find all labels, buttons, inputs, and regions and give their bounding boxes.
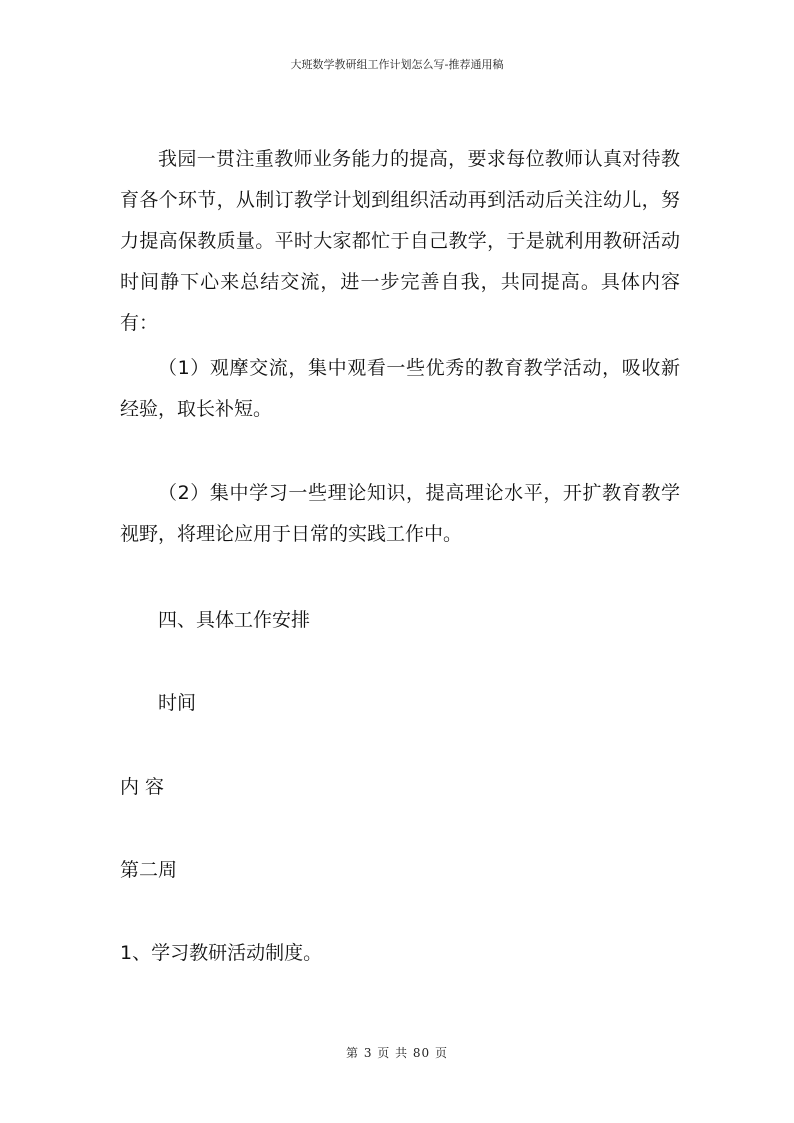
page-header-title: 大班数学教研组工作计划怎么写-推荐通用稿: [290, 58, 504, 71]
body-paragraph-item-2: （2）集中学习一些理论知识，提高理论水平，开扩教育教学视野，将理论应用于日常的实践工作中。: [120, 482, 680, 545]
body-paragraph-intro: 我园一贯注重教师业务能力的提高，要求每位教师认真对待教育各个环节，从制订教学计划到组织活动再到活动后关注幼儿，努力提高保教质量。平时大家都忙于自己教学，于是就利用教研活动时间静下心来总结交流，进一步完善自我，共同提高。具体内容有：: [120, 148, 680, 334]
table-cell-item: 1、学习教研活动制度。: [120, 942, 323, 964]
table-cell-week: 第二周: [120, 859, 178, 881]
page-footer-number: 第 3 页 共 80 页: [346, 1046, 448, 1060]
body-paragraph-item-1: （1）观摩交流，集中观看一些优秀的教育教学活动，吸收新经验，取长补短。: [120, 357, 680, 420]
table-header-content: 内 容: [120, 776, 165, 798]
table-header-time: 时间: [158, 692, 197, 714]
section-heading: 四、具体工作安排: [158, 609, 311, 631]
